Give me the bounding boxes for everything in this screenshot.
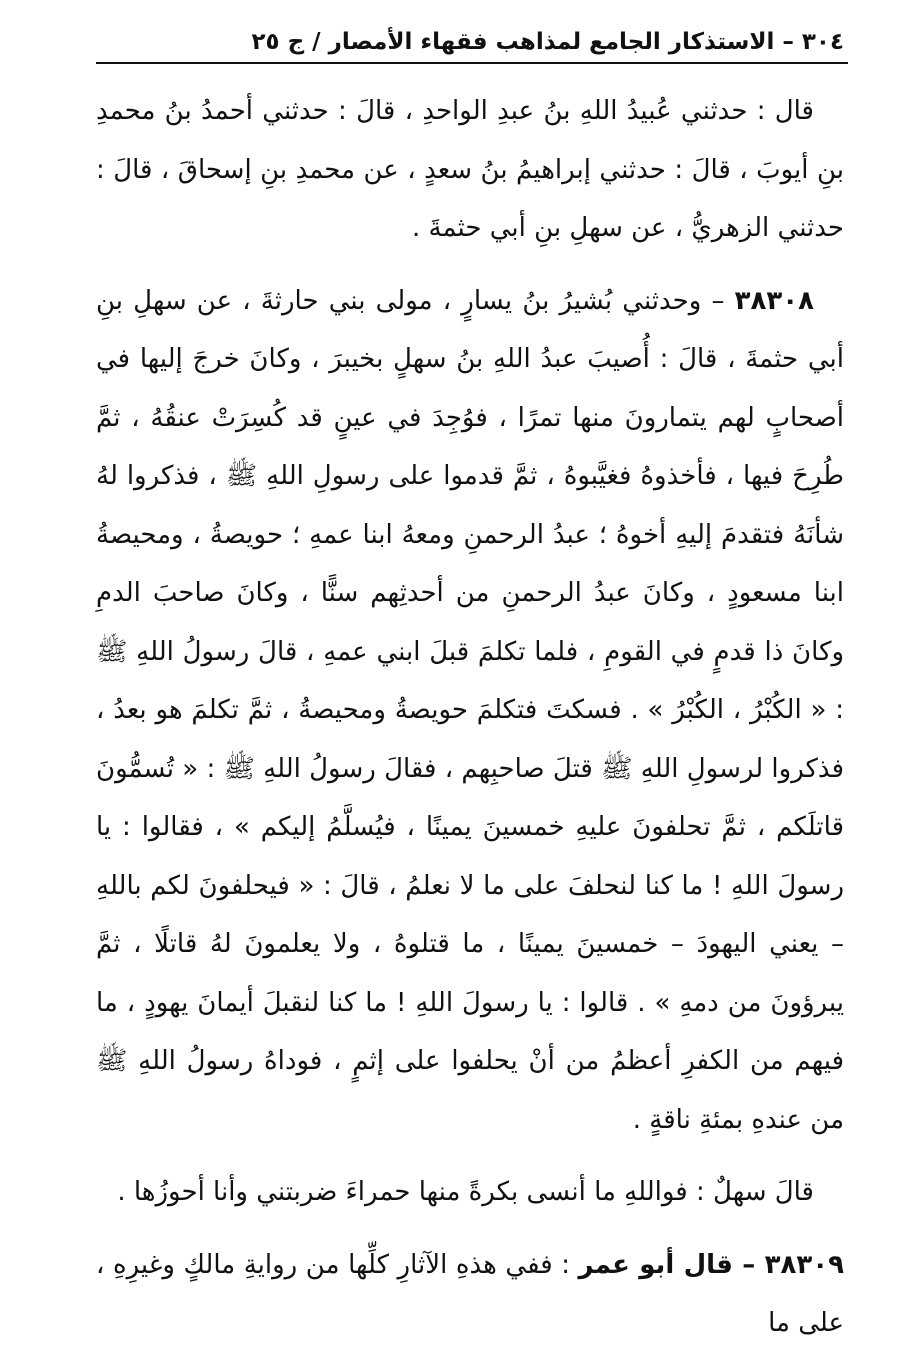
running-header: ٣٠٤ – الاستذكار الجامع لمذاهب فقهاء الأمصار / ج ٢٥ — [251, 29, 844, 55]
paragraph-text: قالَ سهلٌ : فواللهِ ما أنسى بكرةً منها حمراءَ ضربتني وأنا أحوزُها . — [117, 1177, 814, 1207]
paragraph-number: ٣٨٣٠٩ — [764, 1249, 844, 1280]
paragraph-text: قال : حدثني عُبيدُ اللهِ بنُ عبدِ الواحدِ ، قالَ : حدثني أحمدُ بنُ محمدِ بنِ أيوبَ ، قالَ : حدثني إبراهيمُ بنُ سعدٍ ، عن محمدِ بنِ إسحاقَ ، قالَ : حدثني الزهريُّ ، عن سهلِ بنِ أبي حثمةَ . — [96, 96, 844, 243]
paragraph-38308 — [96, 272, 844, 1150]
paragraph-number: ٣٨٣٠٨ — [734, 285, 814, 316]
page-body — [96, 82, 844, 1353]
paragraph-text: – وحدثني بُشيرُ بنُ يسارٍ ، مولى بني حارثةَ ، عن سهلِ بنِ أبي حثمةَ ، قالَ : أُصيبَ عبدُ اللهِ بنُ سهلٍ بخيبرَ ، وكانَ خرجَ إليها في أصحابٍ لهم يتمارونَ منها تمرًا ، فوُجِدَ في عينٍ قد كُسِرَتْ عنقُهُ ، ثمَّ طُرِحَ فيها ، فأخذوهُ فغيَّبوهُ ، ثمَّ قدموا على رسولِ اللهِ ﷺ ، فذكروا لهُ شأنَهُ فتقدمَ إليهِ أخوهُ ؛ عبدُ الرحمنِ ومعهُ ابنا عمهِ ؛ حويصةُ ، ومحيصةُ ابنا مسعودٍ ، وكانَ عبدُ الرحمنِ من أحدثِهم سنًّا ، وكانَ صاحبَ الدمِ وكانَ ذا قدمٍ في القومِ ، فلما تكلمَ قبلَ ابني عمهِ ، قالَ رسولُ اللهِ ﷺ : « الكُبْرُ ، الكُبْرُ » . فسكتَ فتكلمَ حويصةُ ومحيصةُ ، ثمَّ تكلمَ هو بعدُ ، فذكروا لرسولِ اللهِ ﷺ قتلَ صاحبِهم ، فقالَ رسولُ اللهِ ﷺ : « تُسمُّونَ قاتلَكم ، ثمَّ تحلفونَ عليهِ خمسينَ يمينًا ، فيُسلَّمُ إليكم » ، فقالوا : يا رسولَ اللهِ ! ما كنا لنحلفَ على ما لا نعلمُ ، قالَ : « فيحلفونَ لكم باللهِ – يعني اليهودَ – خمسينَ يمينًا ، ما قتلوهُ ، ولا يعلمونَ لهُ قاتلًا ، ثمَّ يبرؤونَ من دمهِ » . قالوا : يا رسولَ اللهِ ! ما كنا لنقبلَ أيمانَ يهودٍ ، ما فيهم من الكفرِ أعظمُ من أنْ يحلفوا على إثمٍ ، فوداهُ رسولُ اللهِ ﷺ من عندهِ بمئةِ ناقةٍ . — [96, 285, 844, 1135]
header-rule — [96, 62, 848, 64]
speaker-label: – — [732, 1249, 765, 1280]
paragraph-sahl — [96, 1163, 844, 1222]
paragraph-text: : ففي هذهِ الآثارِ كلِّها من روايةِ مالكٍ وغيرِهِ ، على ما — [96, 1249, 844, 1338]
speaker-name: قال أبو عمر — [578, 1249, 733, 1280]
paragraph-isnad — [96, 82, 844, 258]
paragraph-38309 — [96, 1236, 844, 1353]
